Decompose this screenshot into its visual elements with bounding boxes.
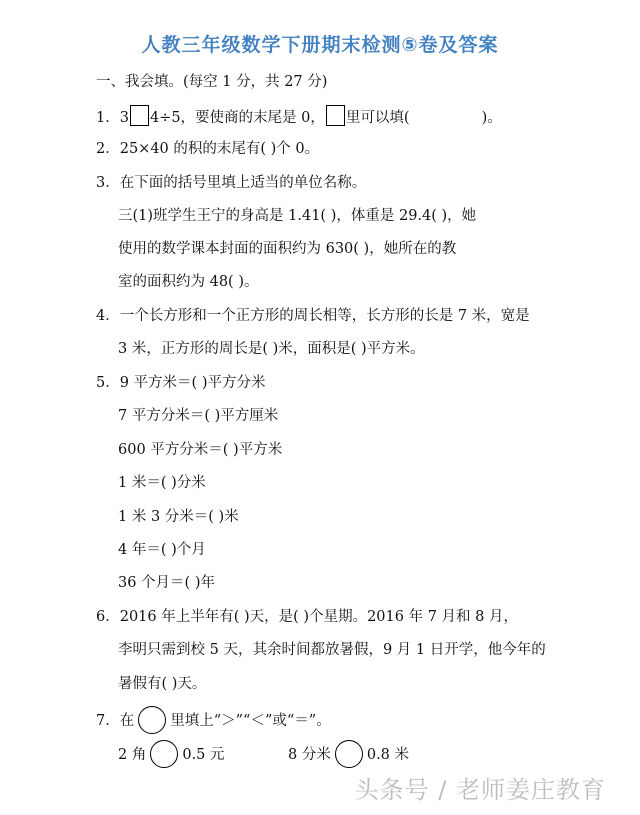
answer-circle <box>138 706 166 734</box>
compare-right: 0.5 元 <box>182 747 225 763</box>
answer-box <box>130 105 149 126</box>
question-5-line-2: 7 平方分米＝( )平方厘米 <box>118 408 279 424</box>
question-3-line-2: 使用的数学课本封面的面积约为 630( )，她所在的教 <box>118 241 457 257</box>
question-3-line-1: 三(1)班学生王宁的身高是 1.41( )，体重是 29.4( )，她 <box>118 208 477 224</box>
question-5-line-1: 5．9 平方米＝( )平方分米 <box>96 375 266 391</box>
question-3-head: 3．在下面的括号里填上适当的单位名称。 <box>96 175 367 191</box>
q1-text-b: 4÷5，要使商的末尾是 0， <box>149 110 325 126</box>
q1-text-a: 1．3 <box>96 110 129 126</box>
question-6-line-3: 暑假有( )天。 <box>118 676 207 692</box>
question-6-line-2: 李明只需到校 5 天，其余时间都放暑假，9 月 1 日开学，他今年的 <box>118 642 546 658</box>
question-4-line-2: 3 米，正方形的周长是( )米，面积是( )平方米。 <box>118 341 425 357</box>
q1-text-c: 里可以填( <box>345 110 410 126</box>
question-7-compare-1 <box>118 740 225 768</box>
compare-left: 8 分米 <box>288 747 331 763</box>
question-2: 2．25×40 的积的末尾有( )个 0。 <box>96 141 320 157</box>
question-6-line-1: 6．2016 年上半年有( )天，是( )个星期。2016 年 7 月和 8 月， <box>96 609 518 625</box>
question-5-line-7: 36 个月＝( )年 <box>118 575 215 591</box>
question-5-line-4: 1 米＝( )分米 <box>118 475 206 491</box>
question-4-line-1: 4．一个长方形和一个正方形的周长相等，长方形的长是 7 米，宽是 <box>96 308 530 324</box>
compare-left: 2 角 <box>118 747 147 763</box>
watermark: 头条号 / 老师姜庄教育 <box>354 776 606 804</box>
answer-box <box>326 105 345 126</box>
question-5-line-3: 600 平方分米＝( )平方米 <box>118 442 283 458</box>
question-7-compare-2 <box>288 740 409 768</box>
question-3-line-3: 室的面积约为 48( )。 <box>118 274 259 290</box>
question-5-line-5: 1 米 3 分米＝( )米 <box>118 509 239 525</box>
q7-text-b: 里填上“＞”“＜”或“＝”。 <box>170 713 331 729</box>
q7-text-a: 7．在 <box>96 713 135 729</box>
compare-right: 0.8 米 <box>366 747 410 763</box>
question-5-line-6: 4 年＝( )个月 <box>118 542 206 558</box>
question-1 <box>96 105 502 129</box>
question-7 <box>96 706 331 734</box>
answer-circle <box>150 740 178 768</box>
page-title: 人教三年级数学下册期末检测⑤卷及答案 <box>141 34 499 56</box>
section-heading: 一、我会填。(每空 1 分，共 27 分) <box>96 74 328 90</box>
answer-circle <box>335 740 363 768</box>
q1-text-d: )。 <box>481 110 502 126</box>
